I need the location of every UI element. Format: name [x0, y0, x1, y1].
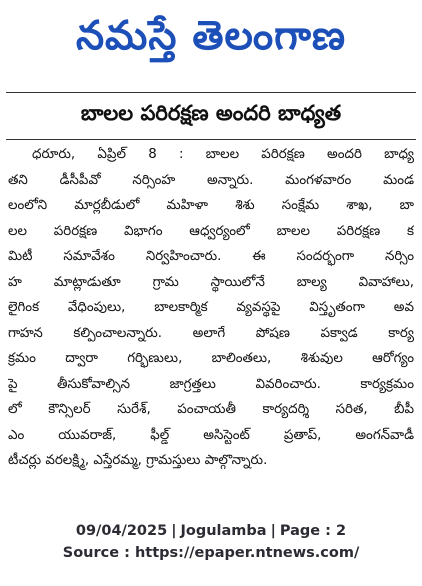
article-line: లైగింక వేధింపులు, బాలకార్మిక వ్యవస్థపై విస్తృతంగా అవ: [8, 300, 414, 315]
article-line: క్రమం ద్వారా గర్భిణులు, బాలింతలు, శిశువుల ఆరోగ్యం: [8, 351, 414, 366]
masthead-title: నమస్తే తెలంగాణ: [75, 13, 347, 59]
article-headline: బాలల పరిరక్షణ అందరి బాధ్యత: [80, 101, 342, 125]
article-line: టీచర్లు వరలక్ష్మి, ఎస్తేరమ్మ, గ్రామస్తులు పాల్గొన్నారు.: [8, 453, 268, 468]
source-line: Source : https://epaper.ntnews.com/: [62, 545, 360, 561]
edition-name: Jogulamba: [180, 523, 267, 539]
page-number: Page : 2: [279, 523, 347, 539]
article-line: తని డీసీపీవో నర్సింహ అన్నారు. మంగళవారం మండ: [8, 172, 414, 188]
article-line: హ మాట్లాడుతూ గ్రామ స్థాయిలోనే బాల్య వివాహాలు,: [8, 274, 414, 290]
headline-bottom-rule: [6, 139, 416, 140]
article-line: లంలోని మార్లబీడులో మహిళా శిశు సంక్షేమ శాఖ, బా: [8, 198, 414, 213]
separator: |: [270, 523, 276, 539]
publication-date: 09/04/2025: [75, 523, 168, 539]
article-line: ధరూరు, ఏప్రిల్ 8 : బాలల పరిరక్షణ అందరి బాధ్య: [32, 147, 414, 162]
newspaper-masthead: [0, 0, 422, 82]
clipping-footer: [0, 520, 422, 564]
article-line: లో కౌన్సిలర్ సురేశ్, పంచాయతీ కార్యదర్శి సరిత, బీపీ: [8, 402, 414, 417]
article-line: మిటీ సమావేశం నిర్వహించారు. ఈ సందర్భంగా నర్సిం: [8, 249, 414, 264]
article-line: ఎం యువరాజ్, ఫీల్డ్ అసిస్టెంట్ ప్రతాప్, అంగన్‌వాడీ: [8, 427, 414, 443]
headline-top-rule: [6, 92, 416, 93]
article-line: లల పరిరక్షణ విభాగం ఆధ్వర్యంలో బాలల పరిరక్షణ క: [8, 223, 414, 239]
article-line: పై తీసుకోవాల్సిన జాగ్రత్తలు వివరించారు. కార్యక్రమం: [8, 376, 414, 392]
separator: |: [171, 523, 177, 539]
article-line: గాహన కల్పించాలన్నారు. అలాగే పోషణ పక్వాడ కార్య: [8, 325, 414, 341]
article-body: [8, 142, 414, 500]
clipping-meta: [0, 520, 422, 542]
